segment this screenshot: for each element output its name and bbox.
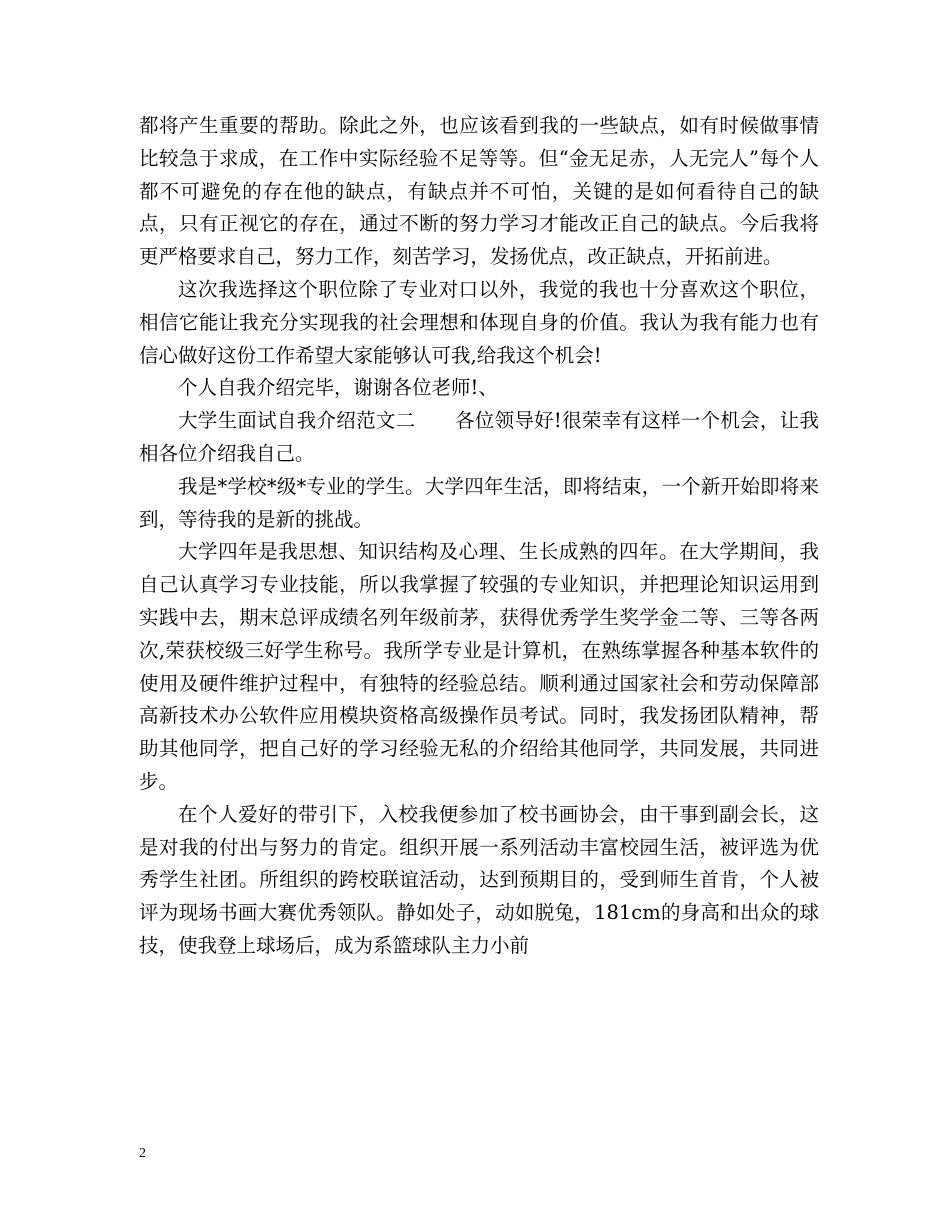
paragraph-7: 在个人爱好的带引下，入校我便参加了校书画协会，由干事到副会长，这是对我的付出与努力的肯定。组织开展一系列活动丰富校园生活，被评选为优秀学生社团。所组织的跨校联谊活动，达到预期目的，受到师生首肯，个人被评为现场书画大赛优秀领队。静如处子，动如脱兔，181cm的身高和出众的球技，使我登上球场后，成为系篮球队主力小前 xyxy=(139,802,819,957)
paragraph-1: 都将产生重要的帮助。除此之外，也应该看到我的一些缺点，如有时候做事情比较急于求成，在工作中实际经验不足等等。但“金无足赤，人无完人”每个人都不可避免的存在他的缺点，有缺点并不可怕，关键的是如何看待自己的缺点，只有正视它的存在，通过不断的努力学习才能改正自己的缺点。今后我将更严格要求自己，努力工作，刻苦学习，发扬优点，改正缺点，开拓前进。 xyxy=(139,114,819,269)
paragraph-4: 大学生面试自我介绍范文二 各位领导好!很荣幸有这样一个机会，让我相各位介绍我自己。 xyxy=(139,409,819,465)
paragraph-2: 这次我选择这个职位除了专业对口以外，我觉的我也十分喜欢这个职位，相信它能让我充分实现我的社会理想和体现自身的价值。我认为我有能力也有信心做好这份工作希望大家能够认可我,给我这个机会! xyxy=(139,277,819,367)
paragraph-3: 个人自我介绍完毕，谢谢各位老师!、 xyxy=(178,376,498,400)
paragraph-5: 我是*学校*级*专业的学生。大学四年生活，即将结束，一个新开始即将来到，等待我的是新的挑战。 xyxy=(139,474,819,531)
document-body xyxy=(139,110,819,963)
page-number: 2 xyxy=(139,1146,146,1161)
paragraph-6: 大学四年是我思想、知识结构及心理、生长成熟的四年。在大学期间，我自己认真学习专业技能，所以我掌握了较强的专业知识，并把理论知识运用到实践中去，期末总评成绩名列年级前茅，获得优秀学生奖学金二等、三等各两次,荣获校级三好学生称号。我所学专业是计算机，在熟练掌握各种基本软件的使用及硬件维护过程中，有独特的经验总结。顺利通过国家社会和劳动保障部高新技术办公软件应用模块资格高级操作员考试。同时，我发扬团队精神，帮助其他同学，把自己好的学习经验无私的介绍给其他同学，共同发展，共同进步。 xyxy=(139,540,819,793)
